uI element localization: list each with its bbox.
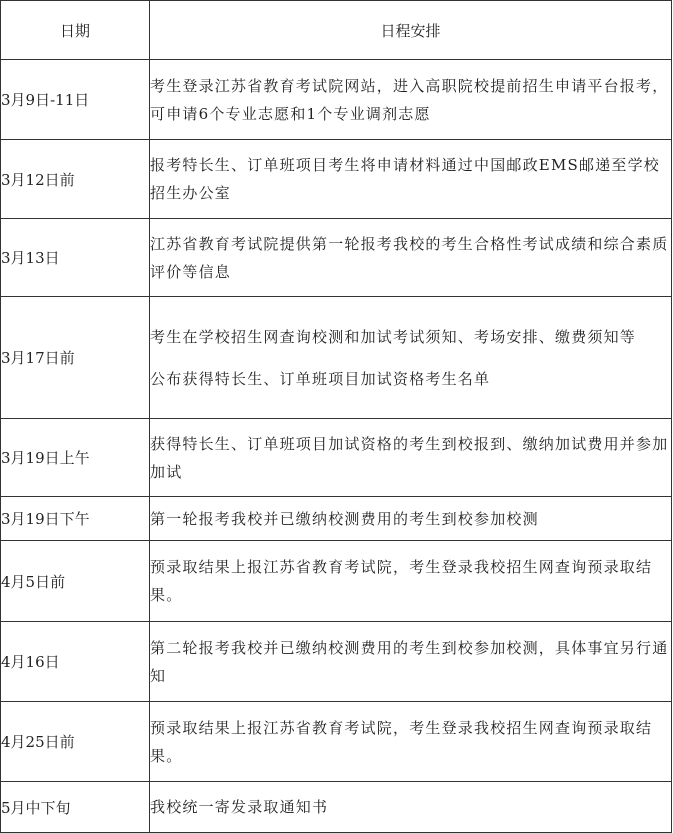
row-plan (150, 419, 672, 497)
plan-text: 预录取结果上报江苏省教育考试院，考生登录我校招生网查询预录取结果。 (150, 558, 653, 604)
plan-text: 我校统一寄发录取通知书 (150, 798, 329, 816)
table-row (1, 60, 672, 140)
row-date: 4月5日前 (1, 541, 150, 622)
row-date: 3月12日前 (1, 140, 150, 219)
table-header-row (1, 1, 672, 60)
row-plan (150, 702, 672, 782)
row-date: 3月13日 (1, 219, 150, 297)
row-plan (150, 782, 672, 833)
row-plan (150, 497, 672, 541)
plan-text: 获得特长生、订单班项目加试资格的考生到校报到、缴纳加试费用并参加加试 (150, 434, 669, 481)
table-row (1, 497, 672, 541)
table-row (1, 419, 672, 497)
plan-column-header: 日程安排 (150, 1, 672, 60)
plan-text: 预录取结果上报江苏省教育考试院，考生登录我校招生网查询预录取结果。 (150, 718, 653, 765)
plan-text: 公布获得特长生、订单班项目加试资格考生名单 (150, 369, 491, 388)
table-row (1, 541, 672, 622)
row-plan (150, 541, 672, 622)
plan-text: 考生在学校招生网查询校测和加试考试须知、考场安排、缴费须知等 (150, 327, 637, 346)
plan-text: 第一轮报考我校并已缴纳校测费用的考生到校参加校测 (150, 509, 539, 528)
date-column-header: 日期 (1, 1, 150, 60)
table-row (1, 297, 672, 419)
row-date: 3月9日-11日 (1, 60, 150, 140)
table-row (1, 219, 672, 297)
row-plan (150, 60, 672, 140)
plan-text: 报考特长生、订单班项目考生将申请材料通过中国邮政EMS邮递至学校招生办公室 (150, 156, 660, 202)
row-date: 4月25日前 (1, 702, 150, 782)
row-plan (150, 219, 672, 297)
plan-text: 江苏省教育考试院提供第一轮报考我校的考生合格性考试成绩和综合素质评价等信息 (150, 234, 669, 281)
row-plan (150, 297, 672, 419)
table-row (1, 622, 672, 702)
row-date: 3月19日上午 (1, 419, 150, 497)
row-plan (150, 622, 672, 702)
row-date: 3月17日前 (1, 297, 150, 419)
table-row (1, 782, 672, 833)
row-date: 3月19日下午 (1, 497, 150, 541)
plan-text: 第二轮报考我校并已缴纳校测费用的考生到校参加校测，具体事宜另行通知 (150, 638, 669, 685)
row-date: 4月16日 (1, 622, 150, 702)
table-row (1, 702, 672, 782)
plan-text: 考生登录江苏省教育考试院网站，进入高职院校提前招生申请平台报考，可申请6个专业志愿和1个专业调剂志愿 (150, 76, 669, 123)
row-plan (150, 140, 672, 219)
table-row (1, 140, 672, 219)
row-date: 5月中下旬 (1, 782, 150, 833)
